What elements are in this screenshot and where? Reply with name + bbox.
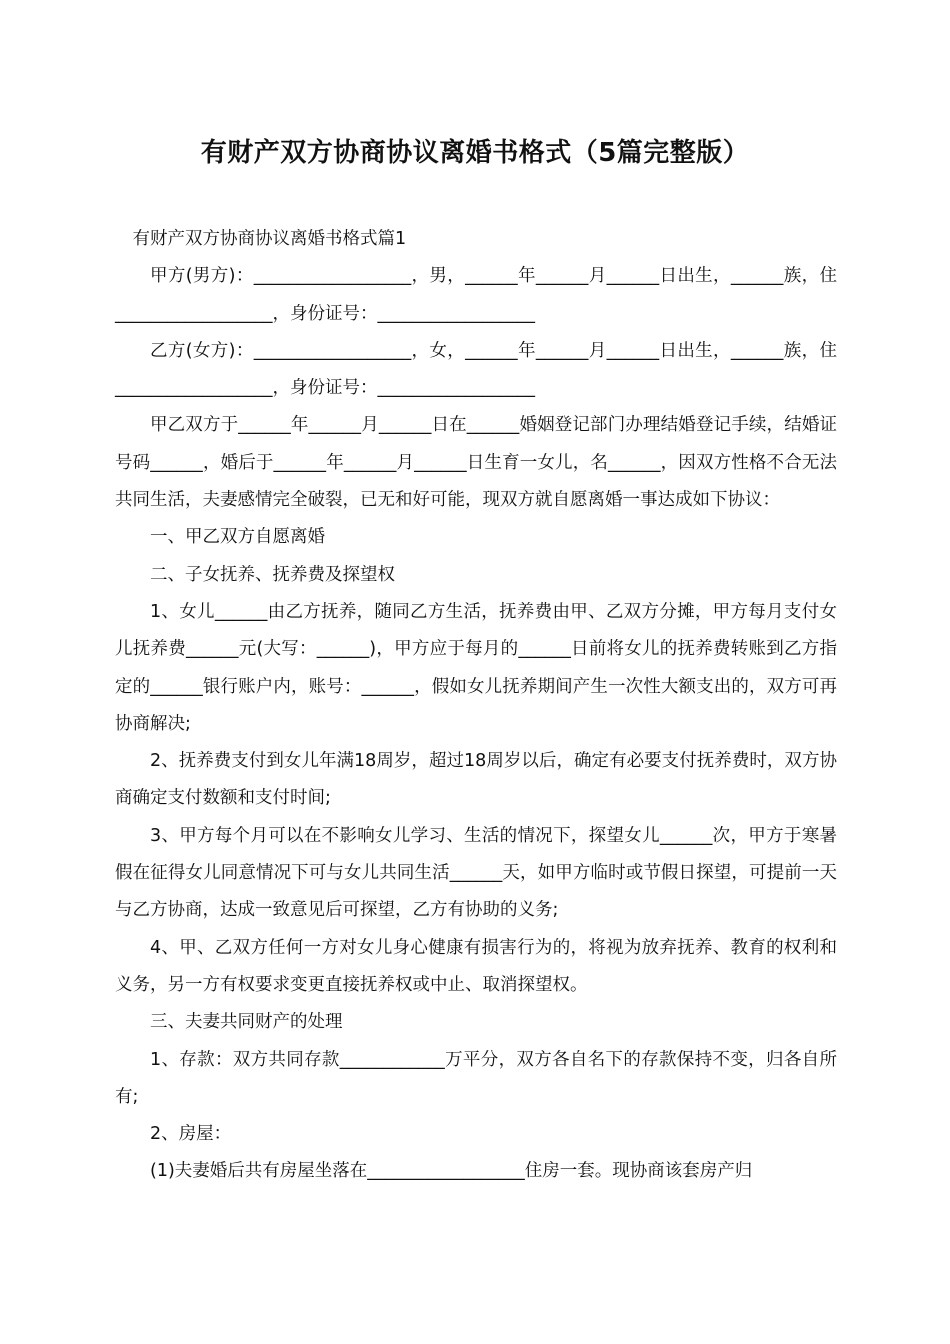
- document-title: 有财产双方协商协议离婚书格式（5篇完整版）: [200, 138, 750, 168]
- clause-3-item-1: 1、存款：双方共同存款____________万平分，双方各自名下的存款保持不变，归各自所有;: [115, 1049, 837, 1107]
- clause-3-item-2: 2、房屋：: [150, 1124, 232, 1145]
- clause-3-item-2-sub-1: (1)夫妻婚后共有房屋坐落在__________________住房一套。现协商该套房产归: [150, 1161, 753, 1182]
- clause-heading-1: 一、甲乙双方自愿离婚: [150, 527, 325, 548]
- clause-2-item-4: 4、甲、乙双方任何一方对女儿身心健康有损害行为的，将视为放弃抚养、教育的权利和义务，另一方有权要求变更直接抚养权或中止、取消探望权。: [115, 937, 837, 995]
- clause-heading-2: 二、子女抚养、抚养费及探望权: [150, 564, 395, 585]
- clause-2-item-3: 3、甲方每个月可以在不影响女儿学习、生活的情况下，探望女儿______次，甲方于寒暑假在征得女儿同意情况下可与女儿共同生活______天，如甲方临时或节假日探望，可提前一天与乙方协商，达成一致意见后可探望，乙方有协助的义务;: [115, 825, 837, 921]
- marriage-background: 甲乙双方于______年______月______日在______婚姻登记部门办理结婚登记手续，结婚证号码______，婚后于______年______月______日生育一女儿，名______，因双方性格不合无法共同生活，夫妻感情完全破裂，已无和好可能，现双方就自愿离婚一事达成如下协议：: [115, 415, 837, 511]
- document-body: [115, 221, 837, 1191]
- section-subtitle: 有财产双方协商协议离婚书格式篇1: [132, 229, 407, 249]
- clause-2-item-1: 1、女儿______由乙方抚养，随同乙方生活，抚养费由甲、乙双方分摊，甲方每月支付女儿抚养费______元(大写：______)，甲方应于每月的______日前将女儿的抚养费转账到乙方指定的______银行账户内，账号：______，假如女儿抚养期间产生一次性大额支出的，双方可再协商解决;: [115, 601, 837, 734]
- party-a-info: 甲方(男方)：__________________，男，______年______月______日出生，______族，住__________________，身份证号：__________________: [115, 266, 837, 324]
- clause-heading-3: 三、夫妻共同财产的处理: [150, 1012, 343, 1033]
- clause-2-item-2: 2、抚养费支付到女儿年满18周岁，超过18周岁以后，确定有必要支付抚养费时，双方协商确定支付数额和支付时间;: [115, 751, 837, 809]
- party-b-info: 乙方(女方)：__________________，女，______年______月______日出生，______族，住__________________，身份证号：__________________: [115, 340, 837, 399]
